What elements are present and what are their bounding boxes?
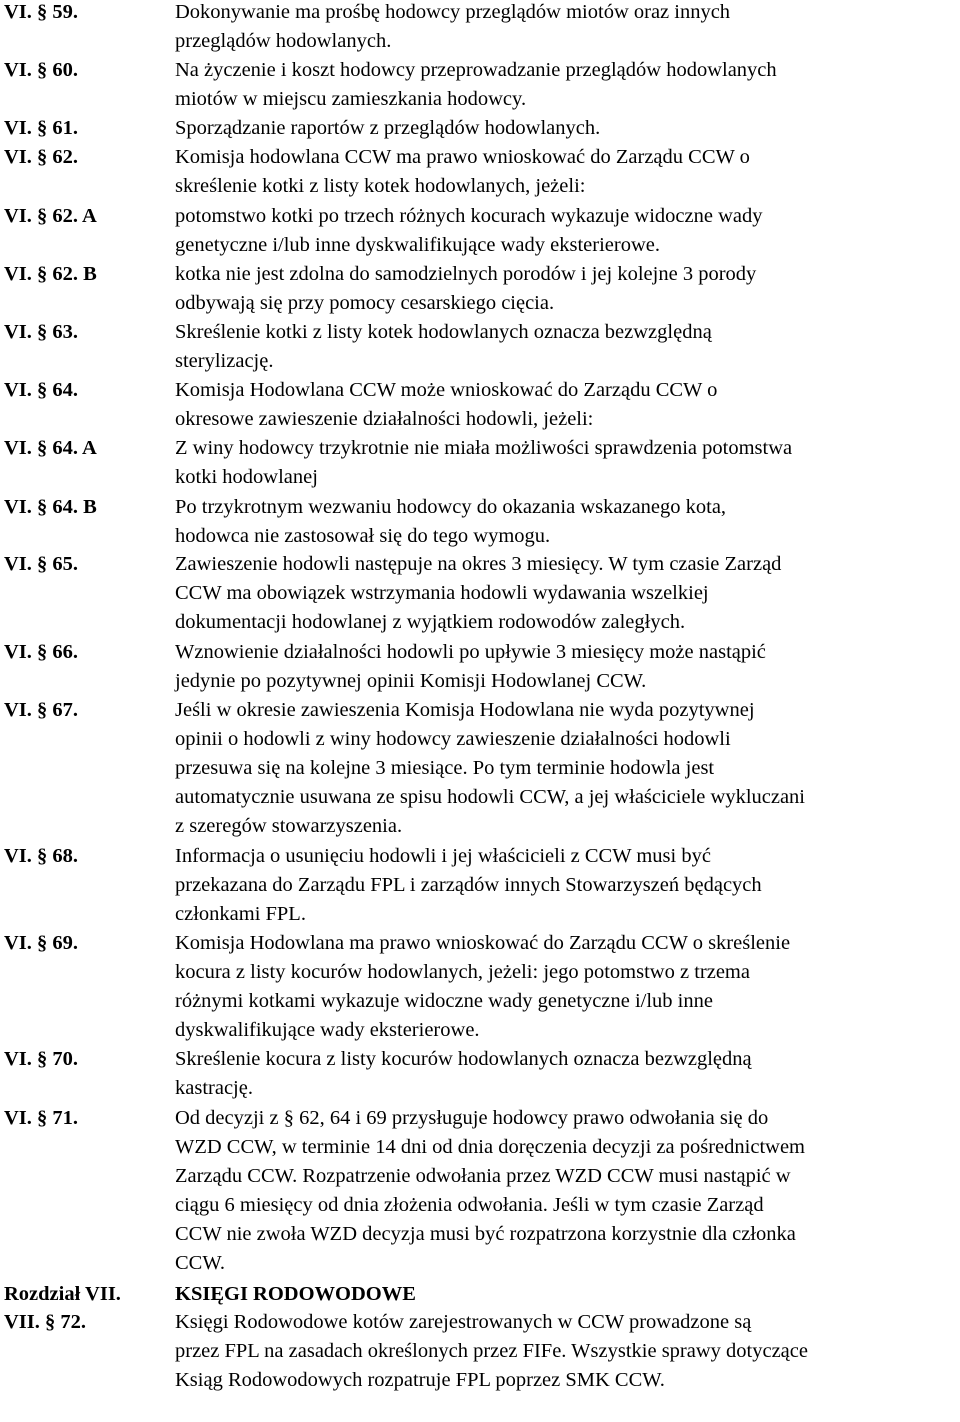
section-text-line: automatycznie usuwana ze spisu hodowli CCW, a jej właściciele wykluczani <box>175 786 806 808</box>
section-label: VI. § 64. <box>4 379 79 401</box>
section-text-line: kotka nie jest zdolna do samodzielnych porodów i jej kolejne 3 porody <box>175 263 757 285</box>
section-text-line: członkami FPL. <box>175 903 306 925</box>
section-text-line: kastrację. <box>175 1077 253 1099</box>
section-text-line: CCW nie zwoła WZD decyzja musi być rozpatrzona korzystnie dla członka <box>175 1223 796 1245</box>
section-text-line: Sporządzanie raportów z przeglądów hodowlanych. <box>175 117 601 139</box>
section-text-line: Zarządu CCW. Rozpatrzenie odwołania przez WZD CCW musi nastąpić w <box>175 1165 791 1187</box>
section-label: VI. § 62. <box>4 146 79 168</box>
section-label: VI. § 70. <box>4 1048 79 1070</box>
section-text-line: przesuwa się na kolejne 3 miesiące. Po tym terminie hodowla jest <box>175 757 715 779</box>
section-text-line: Jeśli w okresie zawieszenia Komisja Hodowlana nie wyda pozytywnej <box>175 699 755 721</box>
section-text-line: WZD CCW, w terminie 14 dni od dnia doręczenia decyzji za pośrednictwem <box>175 1136 805 1158</box>
section-label: VI. § 63. <box>4 321 79 343</box>
section-text-line: potomstwo kotki po trzech różnych kocurach wykazuje widoczne wady <box>175 205 763 227</box>
section-text-line: odbywają się przy pomocy cesarskiego cięcia. <box>175 292 555 314</box>
section-text-line: hodowca nie zastosował się do tego wymogu. <box>175 525 551 547</box>
section-label: VI. § 67. <box>4 699 79 721</box>
section-text-line: Księgi Rodowodowe kotów zarejestrowanych w CCW prowadzone są <box>175 1311 752 1333</box>
section-text-line: Dokonywanie ma prośbę hodowcy przeglądów miotów oraz innych <box>175 1 731 23</box>
section-text-line: przekazana do Zarządu FPL i zarządów innych Stowarzyszeń będących <box>175 874 762 896</box>
section-text-line: przeglądów hodowlanych. <box>175 30 392 52</box>
section-label: VI. § 68. <box>4 845 79 867</box>
section-label: VI. § 66. <box>4 641 79 663</box>
section-label: VII. § 72. <box>4 1311 87 1333</box>
section-text-line: ciągu 6 miesięcy od dnia złożenia odwołania. Jeśli w tym czasie Zarząd <box>175 1194 764 1216</box>
section-text-line: Skreślenie kocura z listy kocurów hodowlanych oznacza bezwzględną <box>175 1048 752 1070</box>
section-text-line: dyskwalifikujące wady eksterierowe. <box>175 1019 480 1041</box>
section-text-line: skreślenie kotki z listy kotek hodowlanych, jeżeli: <box>175 175 586 197</box>
section-text-line: Wznowienie działalności hodowli po upływie 3 miesięcy może nastąpić <box>175 641 766 663</box>
section-text-line: dokumentacji hodowlanej z wyjątkiem rodowodów zaległych. <box>175 611 686 633</box>
section-text-line: Skreślenie kotki z listy kotek hodowlanych oznacza bezwzględną <box>175 321 712 343</box>
section-label: VI. § 69. <box>4 932 79 954</box>
chapter-heading: KSIĘGI RODOWODOWE <box>175 1283 416 1305</box>
section-text-line: Od decyzji z § 62, 64 i 69 przysługuje hodowcy prawo odwołania się do <box>175 1107 769 1129</box>
section-label: Rozdział VII. <box>4 1283 121 1305</box>
section-text-line: przez FPL na zasadach określonych przez FIFe. Wszystkie sprawy dotyczące <box>175 1340 808 1362</box>
section-label: VI. § 62. B <box>4 263 97 285</box>
section-label: VI. § 71. <box>4 1107 79 1129</box>
section-text-line: kotki hodowlanej <box>175 466 318 488</box>
section-label: VI. § 61. <box>4 117 79 139</box>
section-text-line: kocura z listy kocurów hodowlanych, jeżeli: jego potomstwo z trzema <box>175 961 750 983</box>
section-text-line: sterylizację. <box>175 350 274 372</box>
section-text-line: Komisja Hodowlana ma prawo wnioskować do Zarządu CCW o skreślenie <box>175 932 791 954</box>
section-text-line: okresowe zawieszenie działalności hodowli, jeżeli: <box>175 408 594 430</box>
section-label: VI. § 60. <box>4 59 79 81</box>
section-text-line: Komisja Hodowlana CCW może wnioskować do Zarządu CCW o <box>175 379 718 401</box>
section-text-line: CCW. <box>175 1252 225 1274</box>
section-text-line: Z winy hodowcy trzykrotnie nie miała możliwości sprawdzenia potomstwa <box>175 437 793 459</box>
section-text-line: Po trzykrotnym wezwaniu hodowcy do okazania wskazanego kota, <box>175 496 727 518</box>
section-text-line: Informacja o usunięciu hodowli i jej właścicieli z CCW musi być <box>175 845 711 867</box>
section-text-line: jedynie po pozytywnej opinii Komisji Hodowlanej CCW. <box>175 670 647 692</box>
section-text-line: z szeregów stowarzyszenia. <box>175 815 403 837</box>
section-text-line: CCW ma obowiązek wstrzymania hodowli wydawania wszelkiej <box>175 582 709 604</box>
section-text-line: opinii o hodowli z winy hodowcy zawieszenie działalności hodowli <box>175 728 731 750</box>
section-text-line: Komisja hodowlana CCW ma prawo wnioskować do Zarządu CCW o <box>175 146 750 168</box>
section-text-line: genetyczne i/lub inne dyskwalifikujące wady eksterierowe. <box>175 234 660 256</box>
section-label: VI. § 64. A <box>4 437 97 459</box>
section-label: VI. § 62. A <box>4 205 97 227</box>
section-text-line: Ksiąg Rodowodowych rozpatruje FPL poprzez SMK CCW. <box>175 1369 665 1391</box>
section-text-line: miotów w miejscu zamieszkania hodowcy. <box>175 88 527 110</box>
section-label: VI. § 59. <box>4 1 79 23</box>
section-text-line: różnymi kotkami wykazuje widoczne wady genetyczne i/lub inne <box>175 990 713 1012</box>
section-text-line: Na życzenie i koszt hodowcy przeprowadzanie przeglądów hodowlanych <box>175 59 777 81</box>
section-label: VI. § 65. <box>4 553 79 575</box>
section-text-line: Zawieszenie hodowli następuje na okres 3 miesięcy. W tym czasie Zarząd <box>175 553 782 575</box>
section-label: VI. § 64. B <box>4 496 97 518</box>
